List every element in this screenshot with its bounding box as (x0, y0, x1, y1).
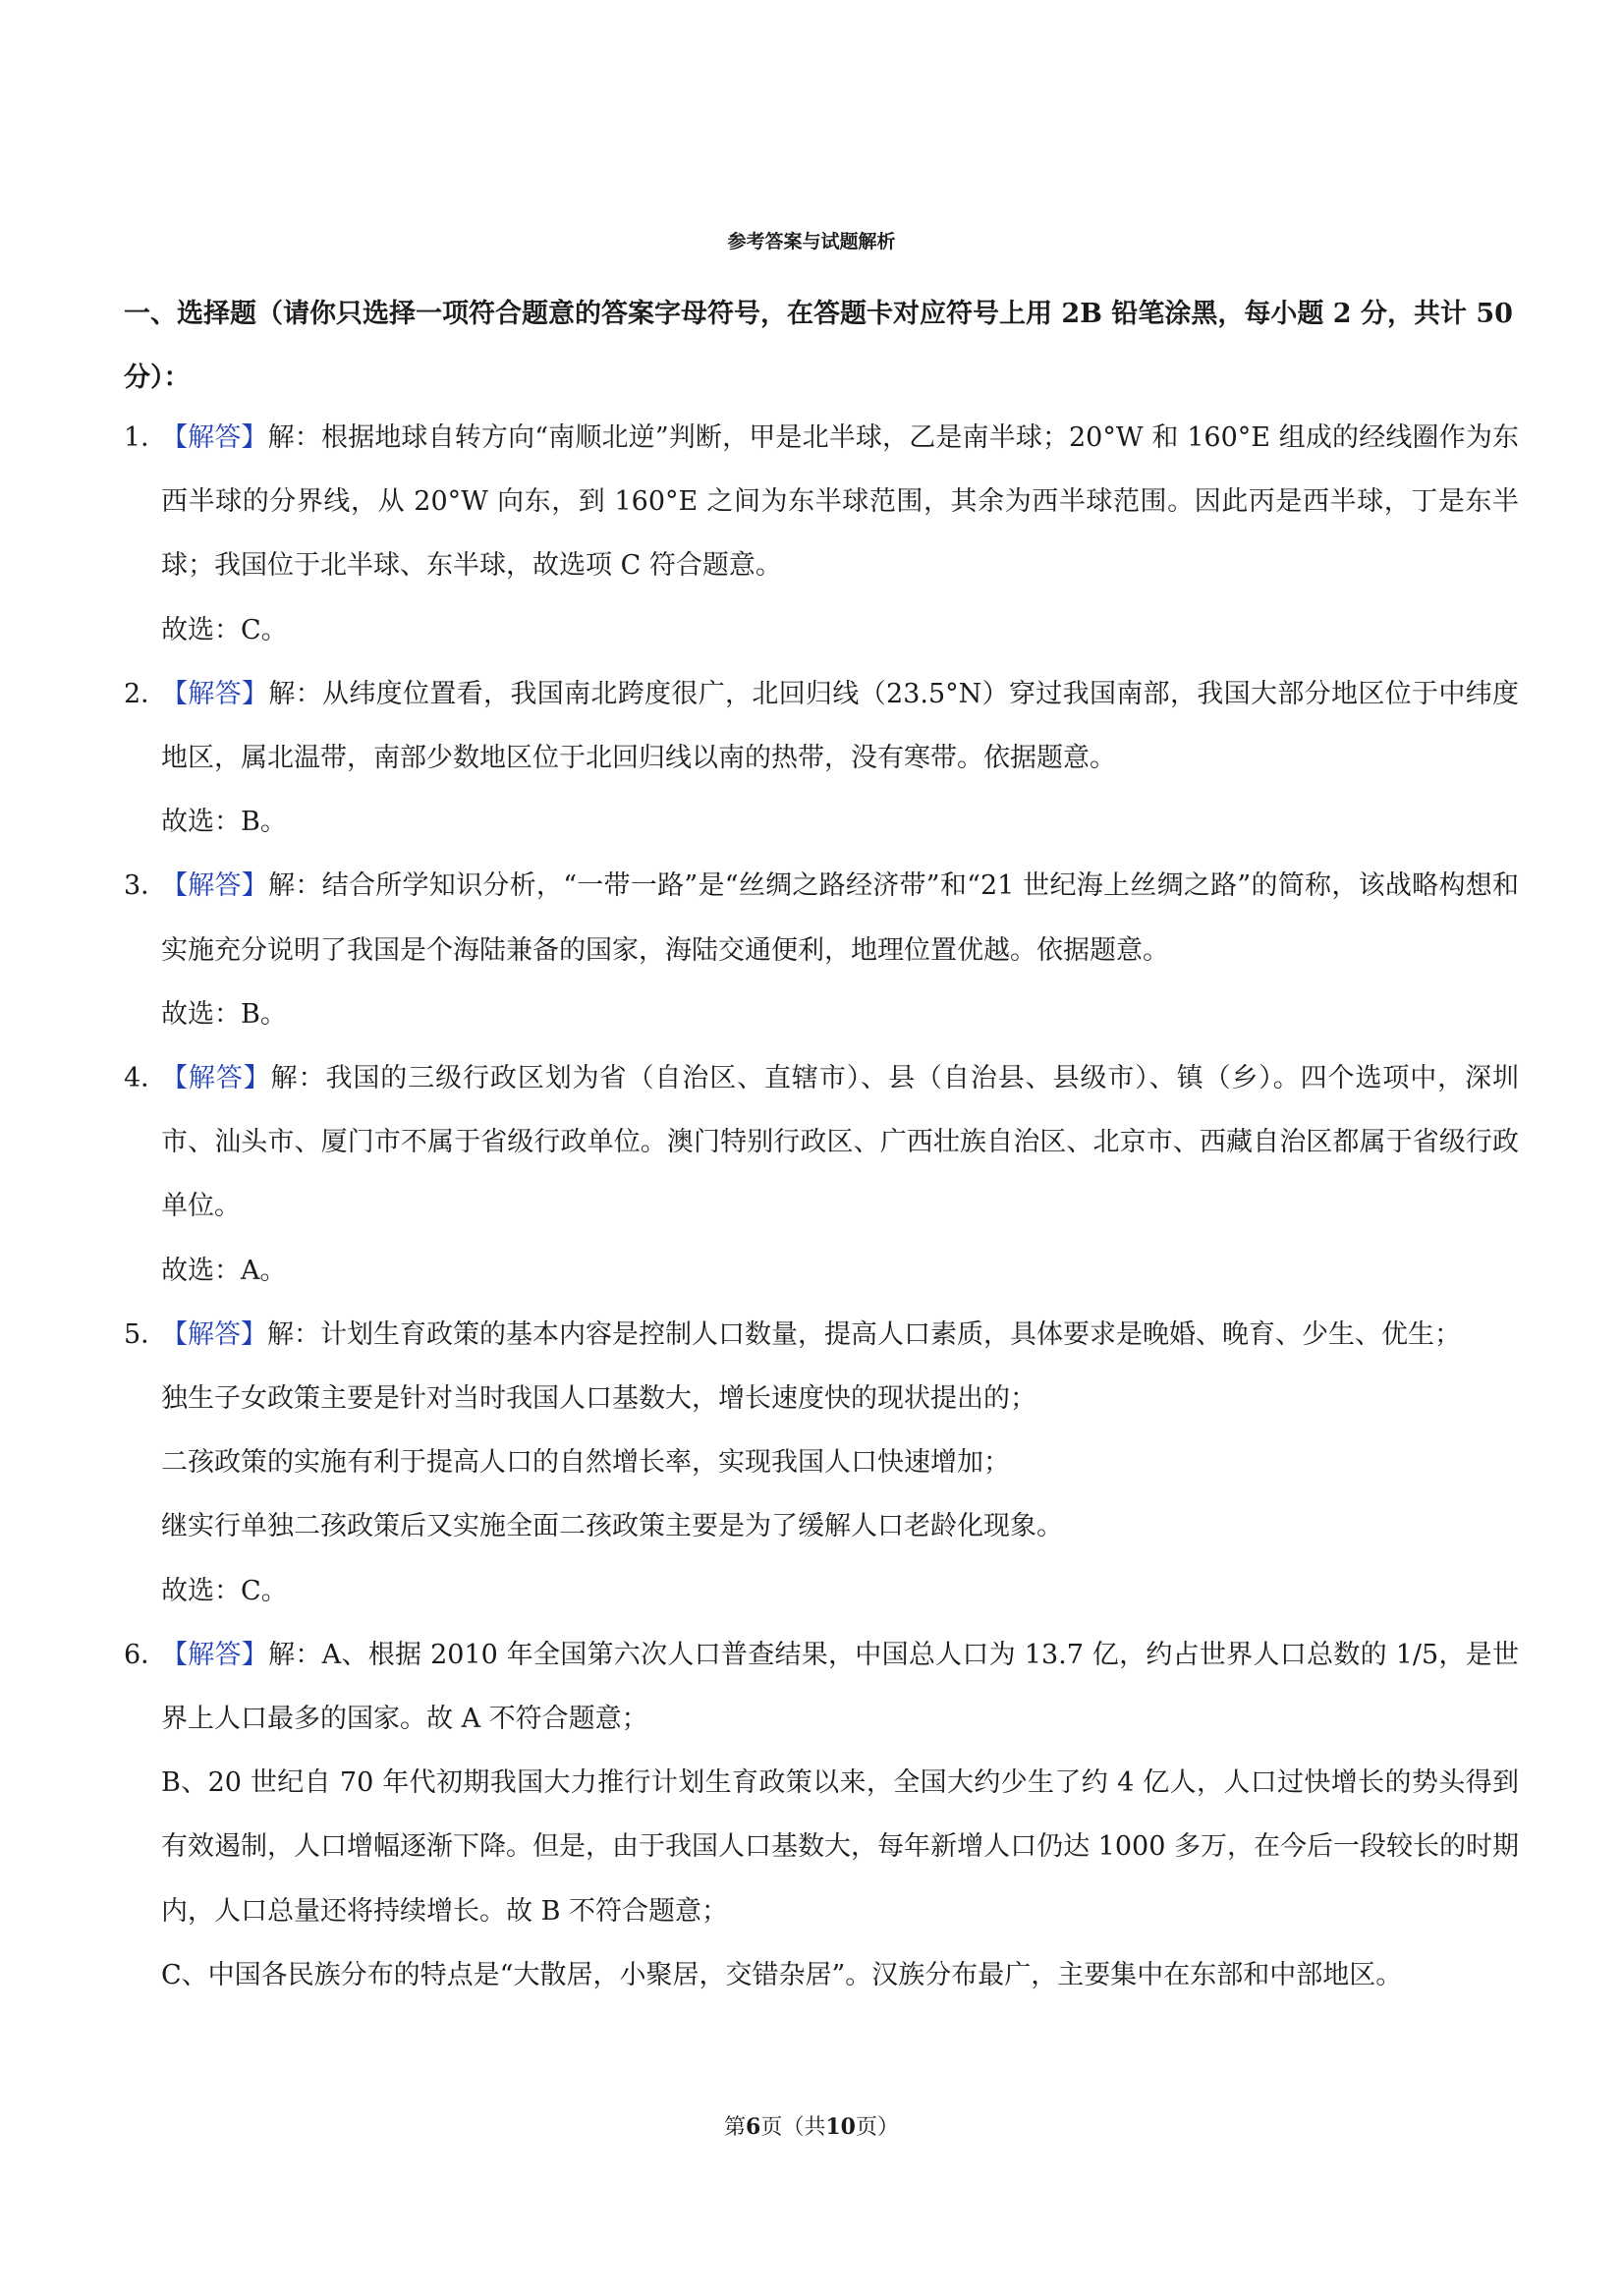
answer-tag: 【解答】 (161, 1063, 271, 1094)
question-number: 3． (124, 870, 168, 902)
question-body (124, 1046, 1519, 1239)
footer-middle: 页（共 (760, 2115, 826, 2140)
answer-list (124, 406, 1519, 2007)
question-5 (124, 1303, 1519, 1623)
answer-paragraph: B、20 世纪自 70 年代初期我国大力推行计划生育政策以来，全国大约少生了约 4 亿人，人口过快增长的势头得到有效遏制，人口增幅逐渐下降。但是，由于我国人口基数大，每年新增人口仍达 1000 多万，在今后一段较长的时期内，人口总量还将持续增长。故 B 不符合题意； (161, 1767, 1519, 1927)
footer-suffix: 页） (855, 2115, 899, 2140)
answer-text: 解：从纬度位置看，我国南北跨度很广，北回归线（23.5°N）穿过我国南部，我国大部分地区位于中纬度地区，属北温带，南部少数地区位于北回归线以南的热带，没有寒带。依据题意。 (161, 678, 1519, 774)
question-2 (124, 662, 1519, 855)
question-number: 4． (124, 1063, 168, 1094)
question-1 (124, 406, 1519, 662)
answer-text: 解：A、根据 2010 年全国第六次人口普查结果，中国总人口为 13.7 亿，约占世界人口总数的 1/5，是世界上人口最多的国家。故 A 不符合题意； (161, 1639, 1519, 1735)
answer-text: 解：结合所学知识分析，“一带一路”是“丝绸之路经济带”和“21 世纪海上丝绸之路”的简称，该战略构想和实施充分说明了我国是个海陆兼备的国家，海陆交通便利，地理位置优越。依据题意。 (161, 870, 1519, 966)
conclusion: 故选：C。 (161, 1575, 288, 1606)
answer-paragraph: C、中国各民族分布的特点是“大散居，小聚居，交错杂居”。汉族分布最广，主要集中在东部和中部地区。 (161, 1959, 1403, 1990)
answer-tag: 【解答】 (161, 678, 269, 709)
question-number: 1． (124, 422, 168, 453)
footer-total-pages: 10 (825, 2114, 856, 2140)
footer-prefix: 第 (724, 2115, 747, 2140)
section-heading: 一、选择题（请你只选择一项符合题意的答案字母符号，在答题卡对应符号上用 2B 铅笔涂黑，每小题 2 分，共计 50 分）： (124, 299, 1513, 393)
question-4 (124, 1046, 1519, 1303)
question-body (124, 1623, 1519, 1751)
question-body (124, 854, 1519, 981)
conclusion: 故选：B。 (161, 807, 287, 838)
question-body (124, 1303, 1519, 1367)
conclusion: 故选：A。 (161, 1255, 287, 1286)
footer-page-number: 6 (746, 2114, 761, 2140)
question-3 (124, 854, 1519, 1046)
answer-tag: 【解答】 (161, 422, 268, 453)
page-footer (0, 2112, 1623, 2143)
answer-tag: 【解答】 (161, 1639, 269, 1670)
answer-tag: 【解答】 (161, 870, 269, 902)
question-number: 6． (124, 1639, 168, 1670)
question-6 (124, 1623, 1519, 2007)
answer-text: 解：我国的三级行政区划为省（自治区、直辖市）、县（自治县、县级市）、镇（乡）。四个选项中，深圳市、汕头市、厦门市不属于省级行政单位。澳门特别行政区、广西壮族自治区、北京市、西藏自治区都属于省级行政单位。 (161, 1063, 1519, 1222)
answer-text: 解：计划生育政策的基本内容是控制人口数量，提高人口素质，具体要求是晚婚、晚育、少生、优生； (267, 1318, 1461, 1350)
question-body (124, 662, 1519, 790)
question-number: 5． (124, 1318, 168, 1350)
document-title: 参考答案与试题解析 (727, 231, 896, 252)
conclusion: 故选：B。 (161, 998, 287, 1030)
question-body (124, 406, 1519, 598)
answer-tag: 【解答】 (161, 1318, 267, 1350)
answer-text: 解：根据地球自转方向“南顺北逆”判断，甲是北半球，乙是南半球；20°W 和 160°E 组成的经线圈作为东西半球的分界线，从 20°W 向东，到 160°E 之间为东半球范围，其余为西半球范围。因此丙是西半球，丁是东半球；我国位于北半球、东半球，故选项 C 符合题意。 (161, 422, 1519, 582)
conclusion: 故选：C。 (161, 614, 288, 645)
answer-paragraph: 二孩政策的实施有利于提高人口的自然增长率，实现我国人口快速增加； (161, 1447, 1010, 1479)
answer-paragraph: 独生子女政策主要是针对当时我国人口基数大，增长速度快的现状提出的； (161, 1383, 1036, 1415)
question-number: 2． (124, 678, 168, 709)
answer-paragraph: 继实行单独二孩政策后又实施全面二孩政策主要是为了缓解人口老龄化现象。 (161, 1511, 1063, 1542)
